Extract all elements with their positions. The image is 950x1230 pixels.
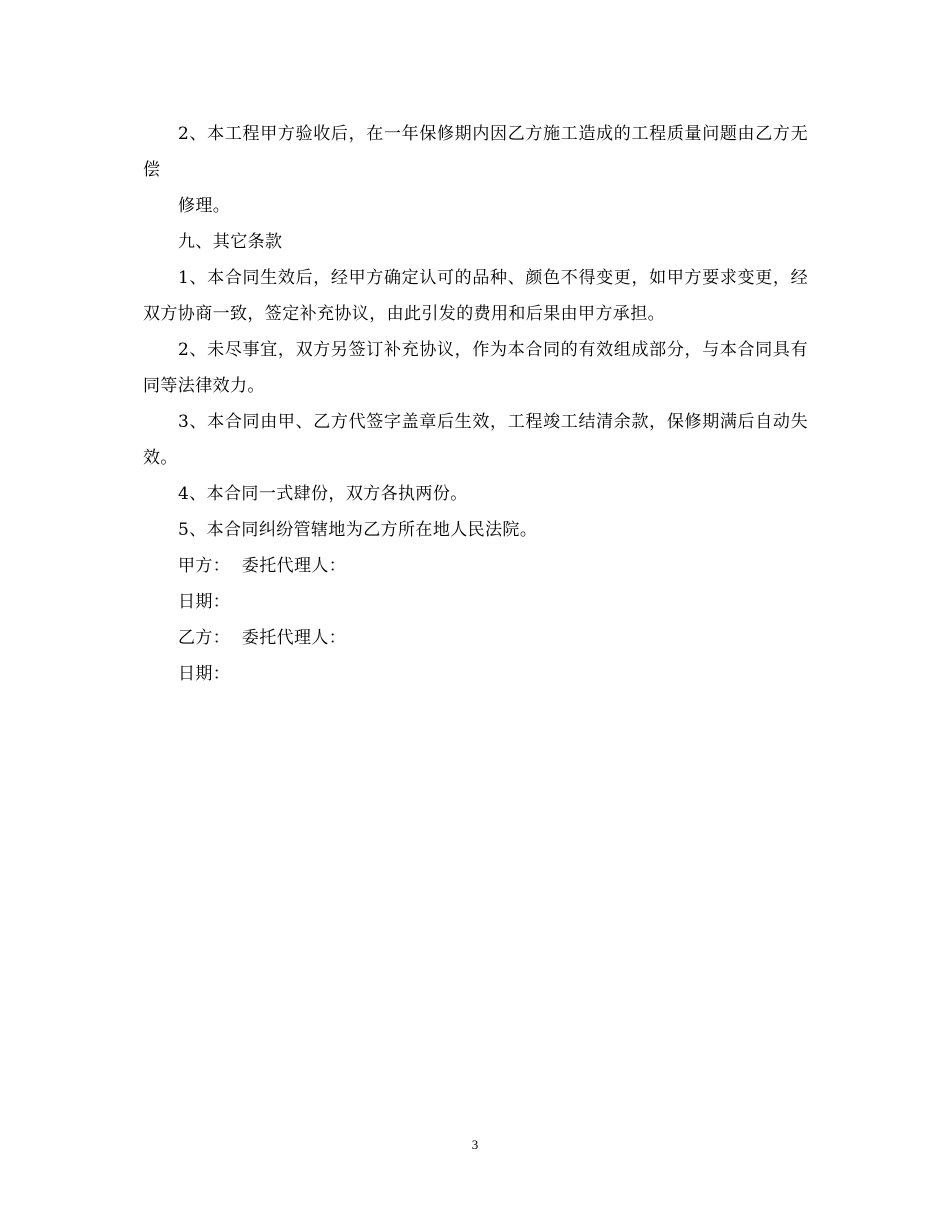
clause-9-4: 4、本合同一式肆份，双方各执两份。 — [178, 484, 468, 504]
document-body — [143, 116, 808, 692]
clause-9-1: 1、本合同生效后，经甲方确定认可的品种、颜色不得变更，如甲方要求变更，经双方协商一致，签定补充协议，由此引发的费用和后果由甲方承担。 — [143, 268, 808, 324]
party-a-date-line: 日期： — [178, 592, 231, 612]
page-number: 3 — [471, 1137, 479, 1152]
clause-9-5: 5、本合同纠纷管辖地为乙方所在地人民法院。 — [178, 520, 538, 540]
clause-8-2: 2、本工程甲方验收后，在一年保修期内因乙方施工造成的工程质量问题由乙方无偿 — [143, 124, 808, 180]
clause-9-3: 3、本合同由甲、乙方代签字盖章后生效，工程竣工结清余款，保修期满后自动失效。 — [143, 412, 808, 468]
clause-9-2: 2、未尽事宜，双方另签订补充协议，作为本合同的有效组成部分，与本合同具有同等法律效力。 — [143, 340, 808, 396]
party-a-signature-line: 甲方： 委托代理人： — [178, 556, 347, 576]
party-b-date-line: 日期： — [178, 664, 231, 684]
party-b-signature-line: 乙方： 委托代理人： — [178, 628, 347, 648]
clause-8-2-continuation: 修理。 — [178, 196, 231, 216]
section-heading-other-terms: 九、其它条款 — [178, 232, 283, 252]
